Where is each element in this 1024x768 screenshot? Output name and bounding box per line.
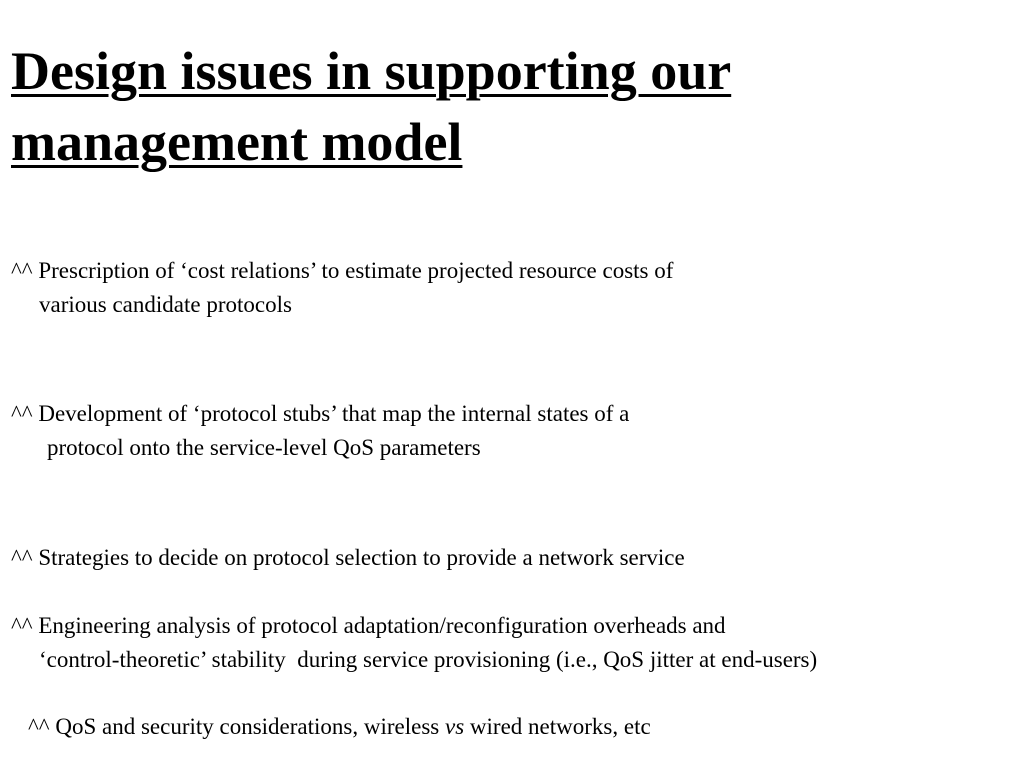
bullet-marker: ^^ (11, 545, 33, 570)
bullet-engineering-analysis (11, 609, 817, 677)
bullet-text: Engineering analysis of protocol adaptation/reconfiguration overheads and (38, 613, 726, 638)
bullet-text: Prescription of ‘cost relations’ to estimate projected resource costs of (38, 258, 674, 283)
slide-title (11, 36, 731, 178)
bullet-continuation: various candidate protocols (39, 292, 292, 317)
bullet-cost-relations (11, 254, 673, 322)
bullet-line (11, 397, 629, 431)
bullet-line (11, 541, 685, 575)
slide-title-line-1: Design issues in supporting our (11, 41, 732, 101)
bullet-marker: ^^ (11, 613, 33, 638)
bullet-marker: ^^ (11, 258, 33, 283)
slide-title-line-2: management model (11, 112, 463, 172)
bullet-text: Development of ‘protocol stubs’ that map the internal states of a (38, 401, 630, 426)
bullet-text-emphasis: vs (445, 714, 465, 739)
bullet-protocol-selection (11, 541, 685, 575)
bullet-text-after: wired networks, etc (469, 714, 651, 739)
bullet-continuation: ‘control-theoretic’ stability during service provisioning (i.e., QoS jitter at end-users) (39, 647, 818, 672)
bullet-continuation: protocol onto the service-level QoS parameters (47, 435, 481, 460)
bullet-protocol-stubs (11, 397, 629, 465)
bullet-text-before: QoS and security considerations, wireless (55, 714, 440, 739)
bullet-text: Strategies to decide on protocol selection to provide a network service (38, 545, 685, 570)
bullet-line (11, 254, 673, 288)
bullet-line (28, 710, 651, 744)
bullet-line (11, 609, 817, 643)
bullet-qos-security (28, 710, 651, 744)
bullet-marker: ^^ (11, 401, 33, 426)
bullet-marker: ^^ (28, 714, 50, 739)
